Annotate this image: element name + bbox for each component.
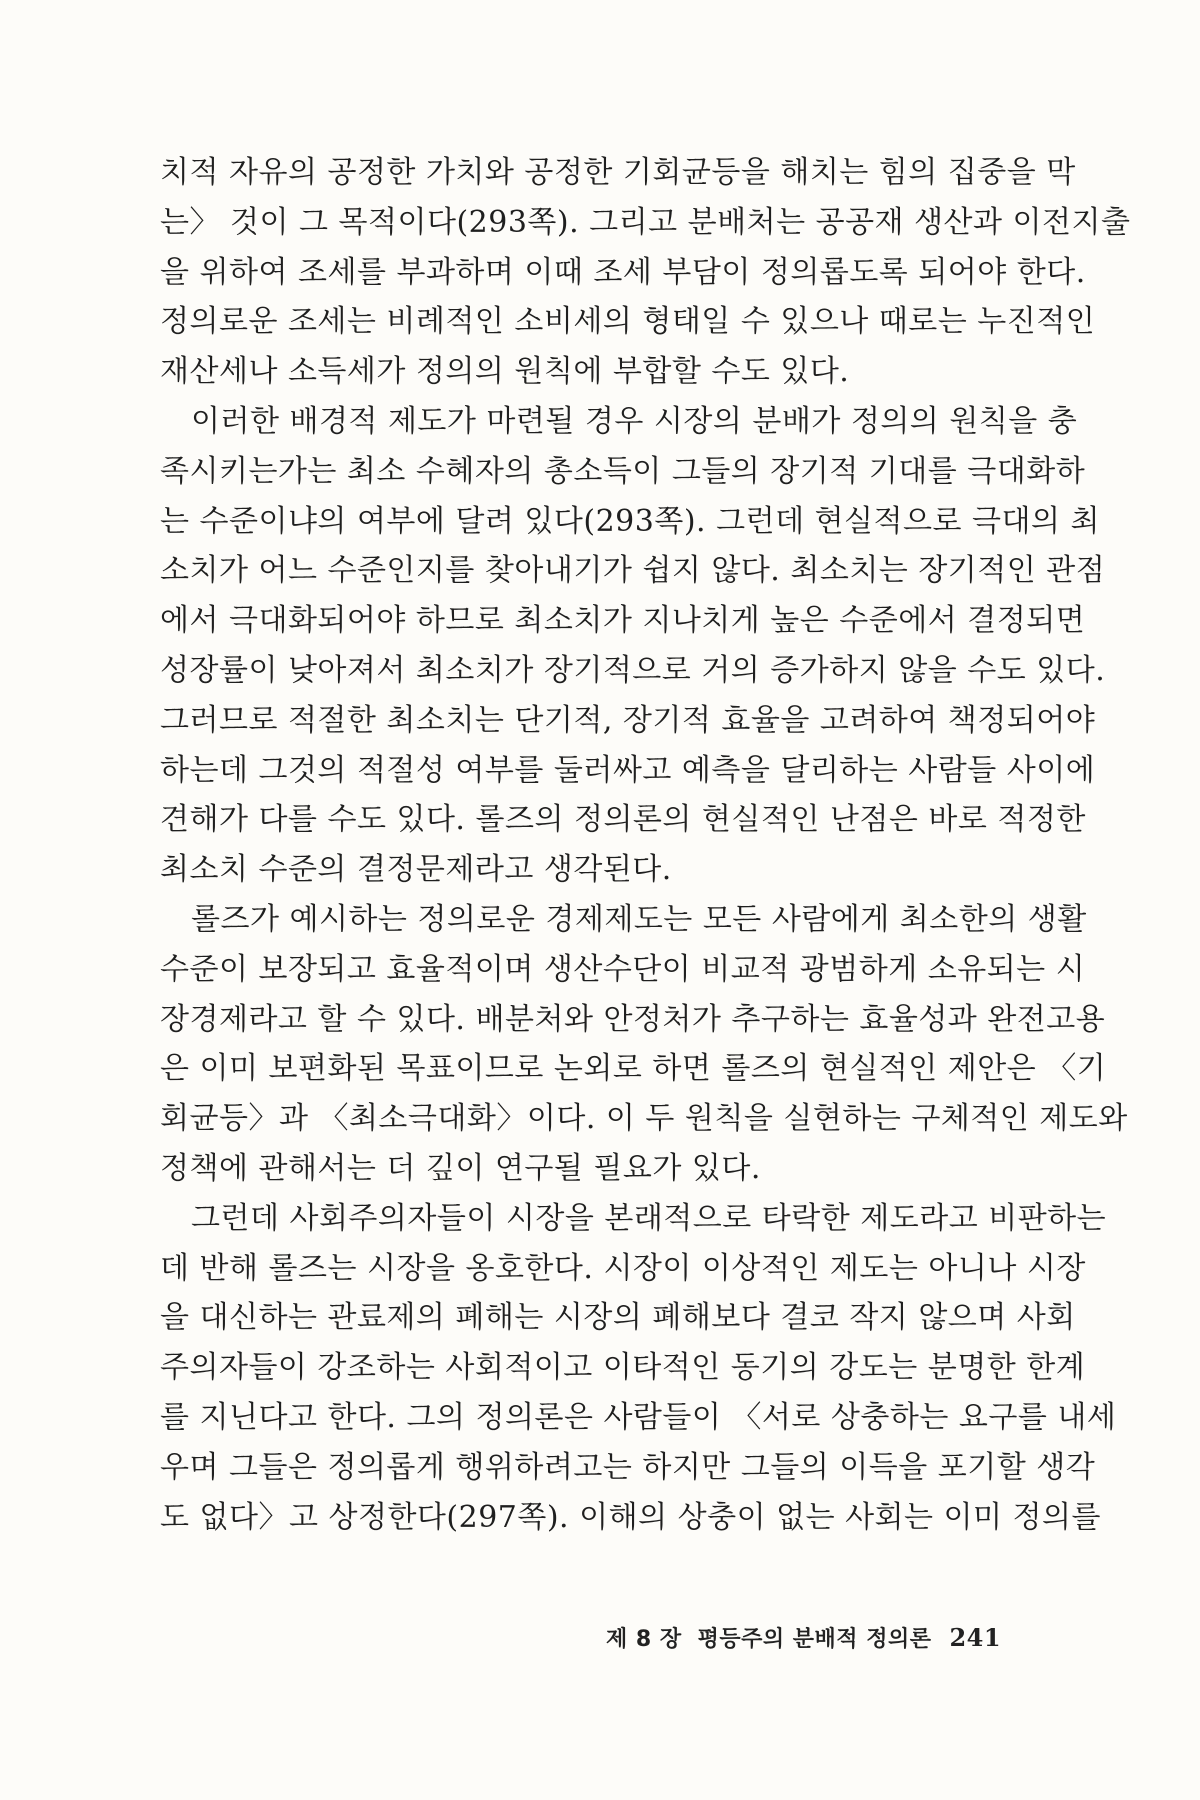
text-line: 는 수준이냐의 여부에 달려 있다(293쪽). 그런데 현실적으로 극대의 최: [160, 503, 1100, 539]
paragraph: [160, 1194, 1117, 1543]
text-line: 을 대신하는 관료제의 폐해는 시장의 폐해보다 결코 작지 않으며 사회: [160, 1300, 1076, 1336]
running-footer: [606, 1622, 1018, 1653]
text-line: 를 지닌다고 한다. 그의 정의론은 사람들이 〈서로 상충하는 요구를 내세: [160, 1399, 1117, 1435]
text-line: 회균등〉과 〈최소극대화〉이다. 이 두 원칙을 실현하는 구체적인 제도와: [160, 1101, 1128, 1137]
text-line: 족시키는가는 최소 수혜자의 총소득이 그들의 장기적 기대를 극대화하: [160, 453, 1086, 489]
text-line: 그러므로 적절한 최소치는 단기적, 장기적 효율을 고려하여 책정되어야: [160, 702, 1096, 738]
text-line: 롤즈가 예시하는 정의로운 경제제도는 모든 사람에게 최소한의 생활: [191, 901, 1087, 937]
text-line: 우며 그들은 정의롭게 행위하려고는 하지만 그들의 이득을 포기할 생각: [160, 1449, 1096, 1485]
text-line: 도 없다〉고 상정한다(297쪽). 이해의 상충이 없는 사회는 이미 정의를: [160, 1499, 1101, 1535]
text-line: 은 이미 보편화된 목표이므로 논외로 하면 롤즈의 현실적인 제안은 〈기: [160, 1051, 1107, 1087]
paragraph: [160, 148, 1131, 397]
text-line: 수준이 보장되고 효율적이며 생산수단이 비교적 광범하게 소유되는 시: [160, 951, 1086, 987]
text-line: 재산세나 소득세가 정의의 원칙에 부합할 수도 있다.: [160, 354, 850, 390]
chapter-label: 제 8 장: [606, 1627, 682, 1652]
chapter-title: 평등주의 분배적 정의론: [697, 1627, 932, 1652]
text-line: 데 반해 롤즈는 시장을 옹호한다. 시장이 이상적인 제도는 아니나 시장: [160, 1250, 1086, 1286]
text-line: 정책에 관해서는 더 깊이 연구될 필요가 있다.: [160, 1150, 761, 1186]
text-line: 치적 자유의 공정한 가치와 공정한 기회균등을 해치는 힘의 집중을 막: [160, 155, 1076, 190]
text-line: 최소치 수준의 결정문제라고 생각된다.: [160, 852, 672, 888]
text-line: 견해가 다를 수도 있다. 롤즈의 정의론의 현실적인 난점은 바로 적정한: [160, 802, 1086, 838]
paragraph: [160, 397, 1106, 895]
text-line: 이러한 배경적 제도가 마련될 경우 시장의 분배가 정의의 원칙을 충: [191, 403, 1078, 439]
page-number: 241: [949, 1623, 1002, 1652]
text-line: 장경제라고 할 수 있다. 배분처와 안정처가 추구하는 효율성과 완전고용: [160, 1001, 1106, 1037]
text-line: 소치가 어느 수준인지를 찾아내기가 쉽지 않다. 최소치는 장기적인 관점: [160, 553, 1106, 589]
text-line: 는〉 것이 그 목적이다(293쪽). 그리고 분배처는 공공재 생산과 이전지출: [160, 204, 1131, 240]
text-line: 하는데 그것의 적절성 여부를 둘러싸고 예측을 달리하는 사람들 사이에: [160, 752, 1096, 788]
text-line: 을 위하여 조세를 부과하며 이때 조세 부담이 정의롭도록 되어야 한다.: [160, 254, 1086, 290]
paragraph: [160, 895, 1128, 1194]
text-line: 주의자들이 강조하는 사회적이고 이타적인 동기의 강도는 분명한 한계: [160, 1350, 1086, 1386]
text-line: 에서 극대화되어야 하므로 최소치가 지나치게 높은 수준에서 결정되면: [160, 603, 1086, 639]
text-line: 정의로운 조세는 비례적인 소비세의 형태일 수 있으나 때로는 누진적인: [160, 304, 1096, 340]
text-line: 성장률이 낮아져서 최소치가 장기적으로 거의 증가하지 않을 수도 있다.: [160, 652, 1106, 688]
body-text: [160, 148, 1131, 1542]
text-line: 그런데 사회주의자들이 시장을 본래적으로 타락한 제도라고 비판하는: [191, 1200, 1107, 1236]
